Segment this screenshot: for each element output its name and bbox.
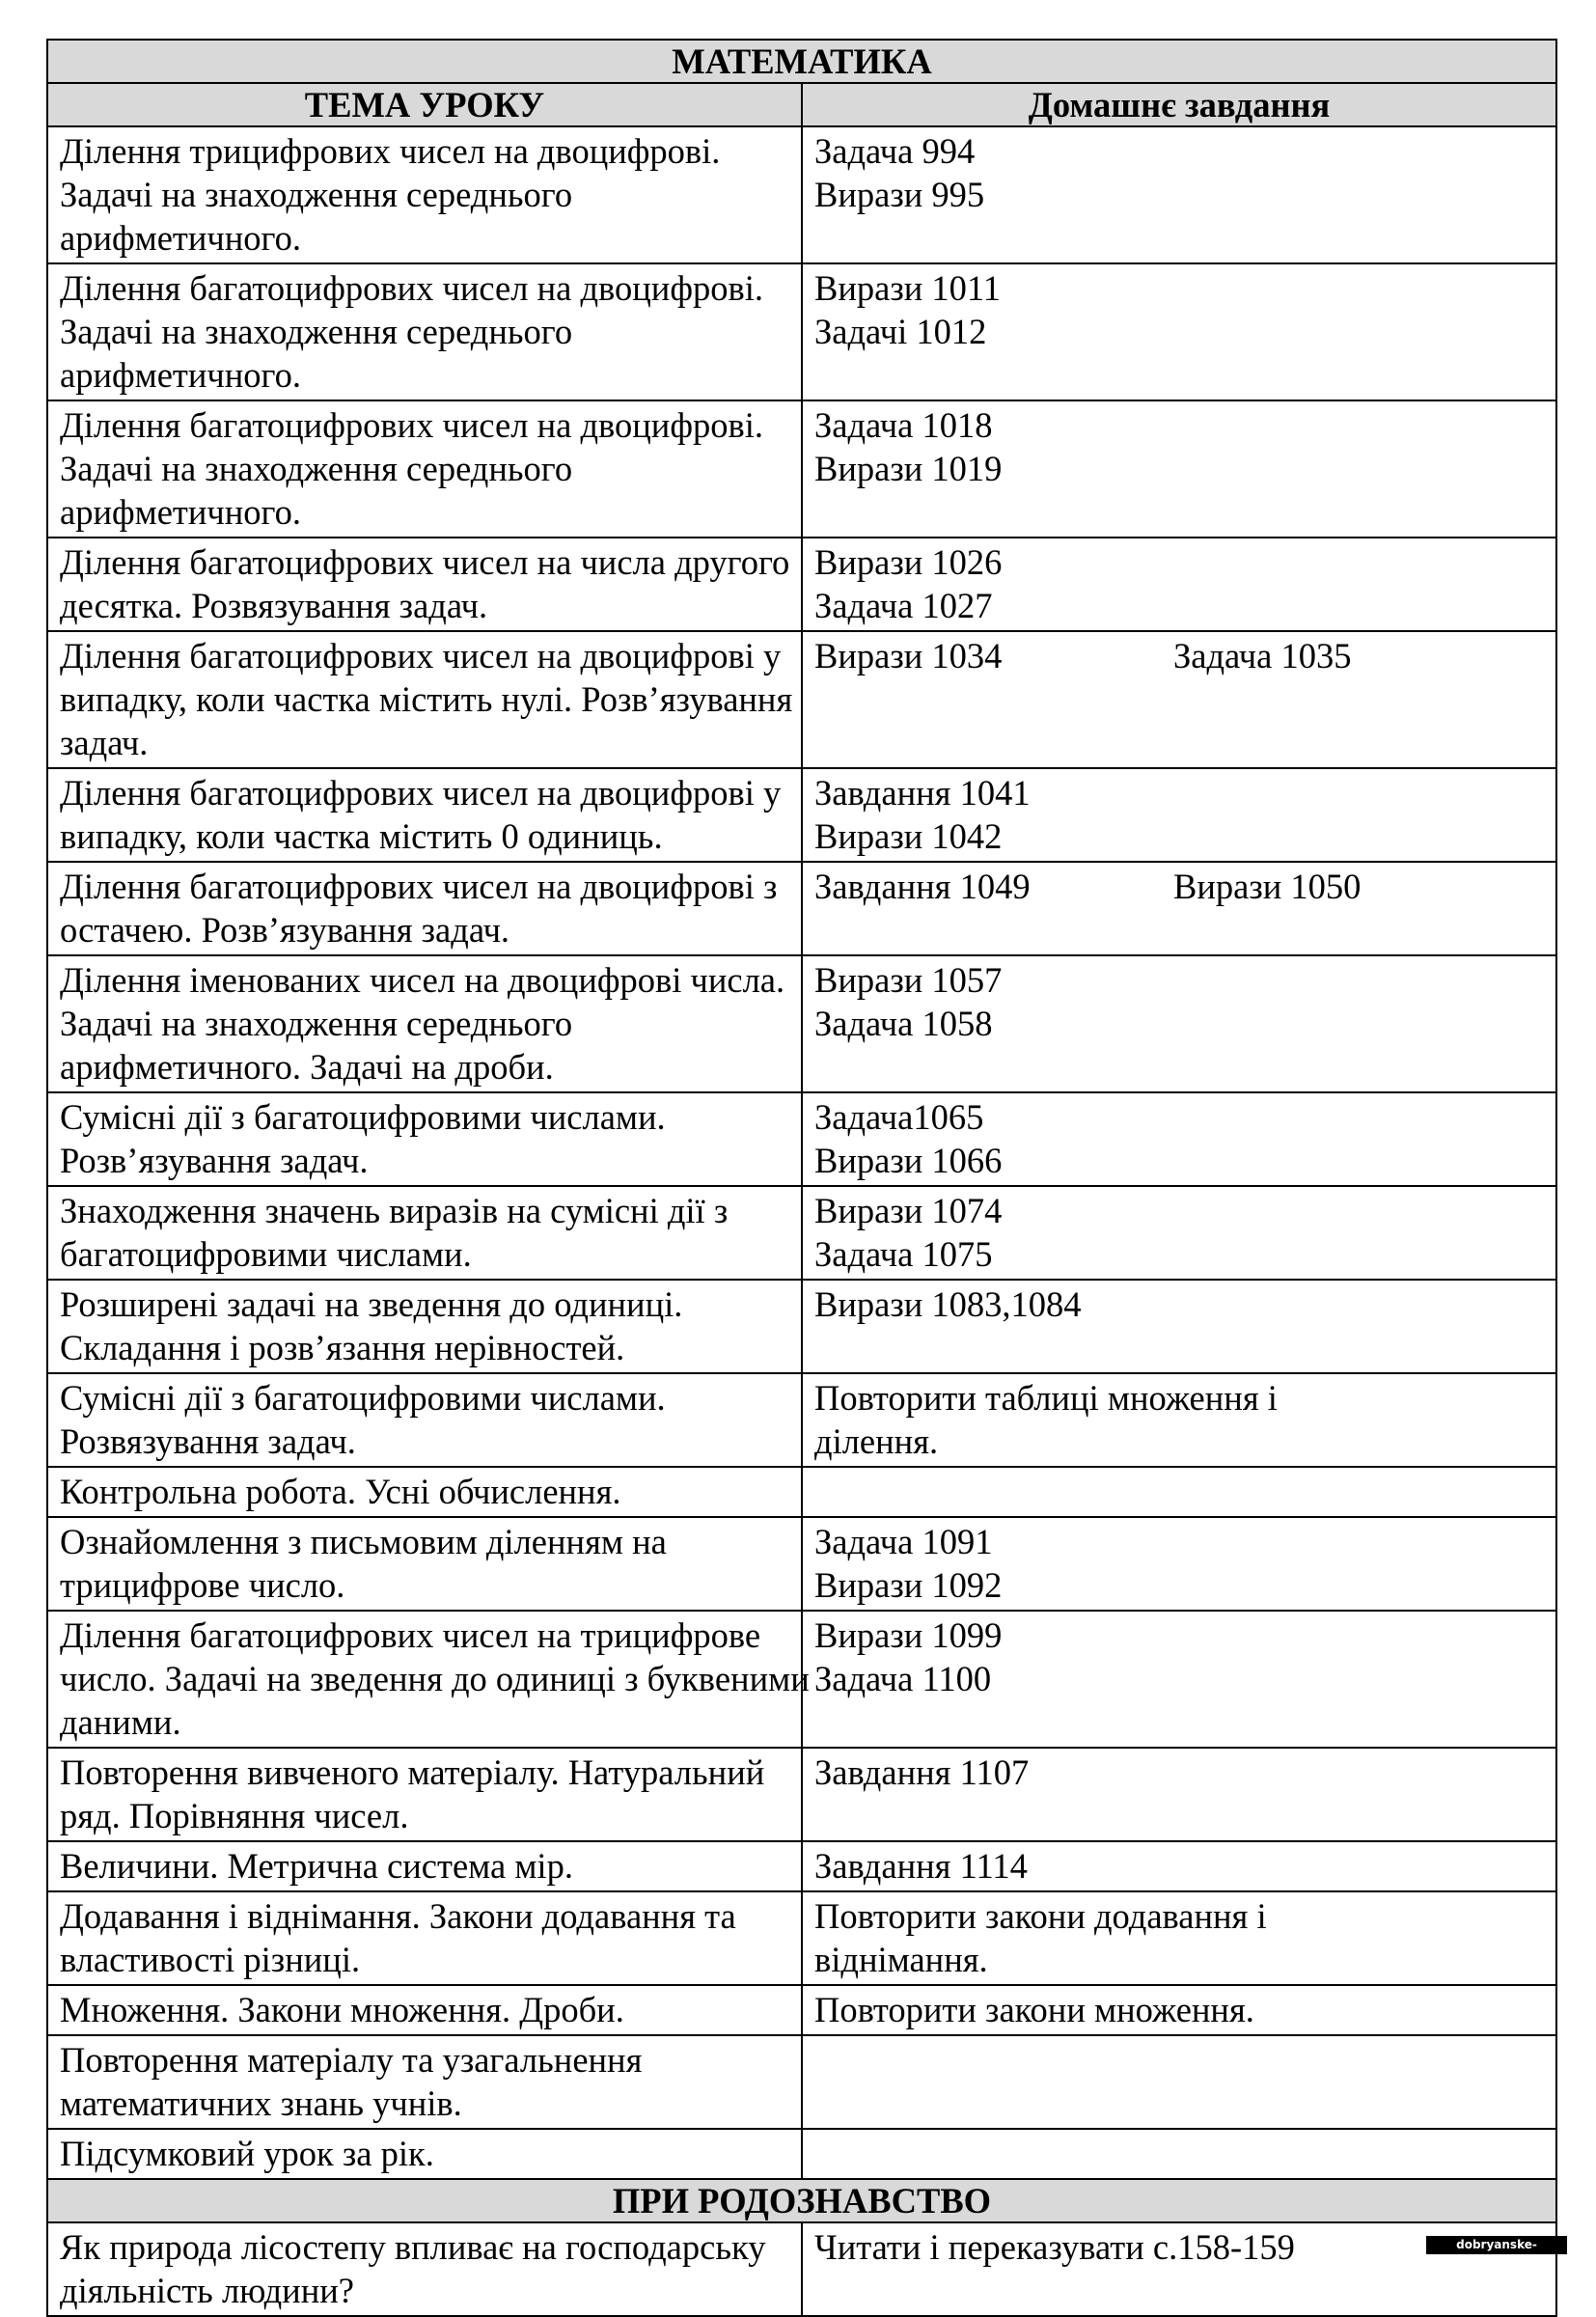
lesson-topic [47, 768, 802, 862]
topic-line: Контрольна робота. Усні обчислення. [60, 1472, 621, 1511]
table-row [47, 1748, 1556, 1841]
homework-line: Задачі 1012 [814, 312, 987, 351]
homework-cell [802, 862, 1556, 955]
homework-line: віднімання. [814, 1940, 988, 1979]
homework-cell [802, 400, 1556, 538]
lesson-topic [47, 1092, 802, 1186]
topic-line: остачею. Розв’язування задач. [60, 910, 510, 950]
homework-line: Повторити закони додавання і [814, 1896, 1267, 1936]
lesson-topic [47, 1611, 810, 1748]
table-row [47, 2035, 1556, 2129]
lesson-topic [47, 862, 802, 955]
homework-cell [802, 538, 1556, 631]
homework-cell [802, 1841, 1556, 1891]
topic-line: даними. [60, 1702, 181, 1742]
section-title-row [47, 40, 1556, 83]
homework-line: Вирази 1074 [814, 1191, 1003, 1230]
homework-line: Вирази 1092 [814, 1565, 1003, 1605]
homework-cell [802, 1092, 1556, 1186]
topic-line: арифметичного. [60, 492, 301, 532]
table-row [47, 2129, 1556, 2179]
table-row [47, 400, 1556, 538]
table-row [47, 631, 1556, 768]
lesson-topic [47, 2222, 802, 2316]
topic-line: задач. [60, 723, 149, 762]
lesson-topic [47, 1186, 802, 1280]
table-row [47, 955, 1556, 1092]
table-row [47, 862, 1556, 955]
homework-cell [802, 1611, 1556, 1748]
table-row [47, 1985, 1556, 2035]
topic-line: Підсумковий урок за рік. [60, 2134, 434, 2173]
column-header-homework: Домашнє завдання [802, 83, 1556, 126]
section-title-row [47, 2179, 1556, 2222]
topic-line: Ділення багатоцифрових чисел на двоцифрові з [60, 867, 778, 906]
table-row [47, 768, 1556, 862]
homework-cell [802, 1467, 1556, 1517]
homework-cell [802, 1985, 1556, 2035]
lesson-topic [47, 631, 802, 768]
homework-split-line [814, 634, 1544, 677]
homework-cell [802, 955, 1556, 1092]
homework-line: Вирази 1011 [814, 268, 1002, 308]
table-row [47, 1092, 1556, 1186]
homework-line: Повторити закони множення. [814, 1990, 1254, 2029]
site-watermark: dobryanske-sch.ucoz.ua [1426, 2236, 1567, 2254]
section-title: ПРИ РОДОЗНАВСТВО [47, 2179, 1556, 2222]
homework-line: Вирази 1066 [814, 1141, 1003, 1180]
homework-line: Завдання 1107 [814, 1752, 1030, 1792]
topic-line: випадку, коли частка містить 0 одиниць. [60, 816, 663, 856]
topic-line: Задачі на знаходження середнього [60, 175, 573, 214]
topic-line: Ознайомлення з письмовим діленням на [60, 1522, 667, 1561]
topic-line: Розвязування задач. [60, 1421, 356, 1461]
topic-line: Як природа лісостепу впливає на господарську [60, 2227, 766, 2267]
homework-cell [802, 2129, 1556, 2179]
table-row [47, 1611, 1556, 1748]
homework-cell [802, 1280, 1556, 1373]
table-row [47, 1373, 1556, 1467]
homework-line: Задача 1027 [814, 586, 993, 625]
table-row [47, 2222, 1556, 2316]
topic-line: Величини. Метрична система мір. [60, 1846, 573, 1886]
homework-line: Вирази 1099 [814, 1615, 1003, 1655]
homework-line: Читати і переказувати с.158-159 [814, 2227, 1295, 2267]
table-row [47, 1891, 1556, 1985]
topic-line: випадку, коли частка містить нулі. Розв’язування [60, 679, 793, 719]
column-header-topic: ТЕМА УРОКУ [47, 83, 802, 126]
topic-line: Задачі на знаходження середнього [60, 1004, 573, 1043]
topic-line: арифметичного. Задачі на дроби. [60, 1047, 554, 1087]
lesson-topic [47, 1373, 802, 1467]
topic-line: багатоцифровими числами. [60, 1234, 472, 1274]
homework-line: Задача1065 [814, 1097, 984, 1137]
homework-line: Задача 994 [814, 131, 976, 171]
topic-line: Сумісні дії з багатоцифровими числами. [60, 1097, 666, 1137]
homework-line: Завдання 1114 [814, 1846, 1028, 1886]
homework-line: Вирази 1042 [814, 816, 1003, 856]
homework-line: Задача 1100 [814, 1659, 992, 1698]
topic-line: Повторення матеріалу та узагальнення [60, 2040, 643, 2080]
homework-line: Вирази 1019 [814, 449, 1003, 488]
topic-line: Ділення іменованих чисел на двоцифрові числа. [60, 960, 785, 1000]
column-header-row [47, 83, 1556, 126]
homework-split-line [814, 865, 1544, 908]
table-row [47, 126, 1556, 263]
lesson-topic [47, 126, 802, 263]
lesson-topic [47, 538, 802, 631]
lesson-topic [47, 1517, 802, 1611]
topic-line: Ділення багатоцифрових чисел на трицифрове [60, 1615, 761, 1655]
topic-line: Ділення багатоцифрових чисел на двоцифрові. [60, 268, 763, 308]
lesson-topic [47, 955, 802, 1092]
homework-line: Вирази 1026 [814, 542, 1003, 582]
homework-line: ділення. [814, 1421, 939, 1461]
topic-line: Ділення багатоцифрових чисел на двоцифрові. [60, 405, 763, 445]
homework-cell [802, 1891, 1556, 1985]
topic-line: Задачі на знаходження середнього [60, 449, 573, 488]
topic-line: число. Задачі на зведення до одиниці з буквеними [60, 1659, 810, 1698]
table-row [47, 1517, 1556, 1611]
homework-line: Задача 1058 [814, 1004, 993, 1043]
homework-item: Завдання 1049 [814, 867, 1031, 906]
topic-line: десятка. Розвязування задач. [60, 586, 488, 625]
homework-line: Вирази 1083,1084 [814, 1284, 1082, 1324]
table-row [47, 1841, 1556, 1891]
topic-line: Складання і розв’язання нерівностей. [60, 1328, 625, 1367]
homework-cell [802, 1186, 1556, 1280]
topic-line: математичних знань учнів. [60, 2083, 462, 2123]
homework-cell [802, 263, 1556, 400]
homework-line: Повторити таблиці множення і [814, 1378, 1278, 1418]
homework-cell [802, 1517, 1556, 1611]
lesson-topic [47, 1891, 802, 1985]
lesson-topic [47, 263, 802, 400]
homework-line: Завдання 1041 [814, 773, 1031, 813]
topic-line: Задачі на знаходження середнього [60, 312, 573, 351]
table-row [47, 1280, 1556, 1373]
lesson-topic [47, 1467, 802, 1517]
homework-cell [802, 1373, 1556, 1467]
topic-line: арифметичного. [60, 355, 301, 395]
homework-cell [802, 1748, 1556, 1841]
lesson-topic [47, 2035, 802, 2129]
lesson-topic [47, 1748, 802, 1841]
homework-line: Задача 1075 [814, 1234, 993, 1274]
table-row [47, 1467, 1556, 1517]
topic-line: Розв’язування задач. [60, 1141, 369, 1180]
topic-line: Ділення багатоцифрових чисел на двоцифрові у [60, 636, 782, 676]
homework-cell [802, 631, 1556, 768]
table-row [47, 263, 1556, 400]
topic-line: Множення. Закони множення. Дроби. [60, 1990, 624, 2029]
topic-line: Ділення багатоцифрових чисел на двоцифрові у [60, 773, 782, 813]
section-title: МАТЕМАТИКА [47, 40, 1556, 83]
lesson-topic [47, 1280, 802, 1373]
homework-table [46, 39, 1557, 2317]
topic-line: арифметичного. [60, 218, 301, 258]
homework-line: Задача 1091 [814, 1522, 993, 1561]
topic-line: Розширені задачі на зведення до одиниці. [60, 1284, 683, 1324]
topic-line: Ділення трицифрових чисел на двоцифрові. [60, 131, 721, 171]
homework-cell [802, 2035, 1556, 2129]
homework-cell [802, 126, 1556, 263]
topic-line: трицифрове число. [60, 1565, 345, 1605]
homework-item: Вирази 1034 [814, 636, 1003, 676]
topic-line: Повторення вивченого матеріалу. Натуральний [60, 1752, 765, 1792]
topic-line: Ділення багатоцифрових чисел на числа другого [60, 542, 790, 582]
homework-item: Вирази 1050 [1173, 867, 1362, 906]
lesson-topic [47, 2129, 802, 2179]
lesson-topic [47, 400, 802, 538]
homework-line: Вирази 1057 [814, 960, 1003, 1000]
homework-line: Задача 1018 [814, 405, 993, 445]
topic-line: Знаходження значень виразів на сумісні дії з [60, 1191, 729, 1230]
topic-line: Додавання і віднімання. Закони додавання та [60, 1896, 736, 1936]
table-row [47, 1186, 1556, 1280]
homework-cell [802, 768, 1556, 862]
topic-line: властивості різниці. [60, 1940, 361, 1979]
topic-line: Сумісні дії з багатоцифровими числами. [60, 1378, 666, 1418]
topic-line: ряд. Порівняння чисел. [60, 1796, 409, 1835]
lesson-topic [47, 1985, 802, 2035]
lesson-topic [47, 1841, 802, 1891]
table-row [47, 538, 1556, 631]
homework-line: Вирази 995 [814, 175, 985, 214]
homework-item: Задача 1035 [1173, 636, 1352, 676]
topic-line: діяльність людини? [60, 2271, 354, 2310]
